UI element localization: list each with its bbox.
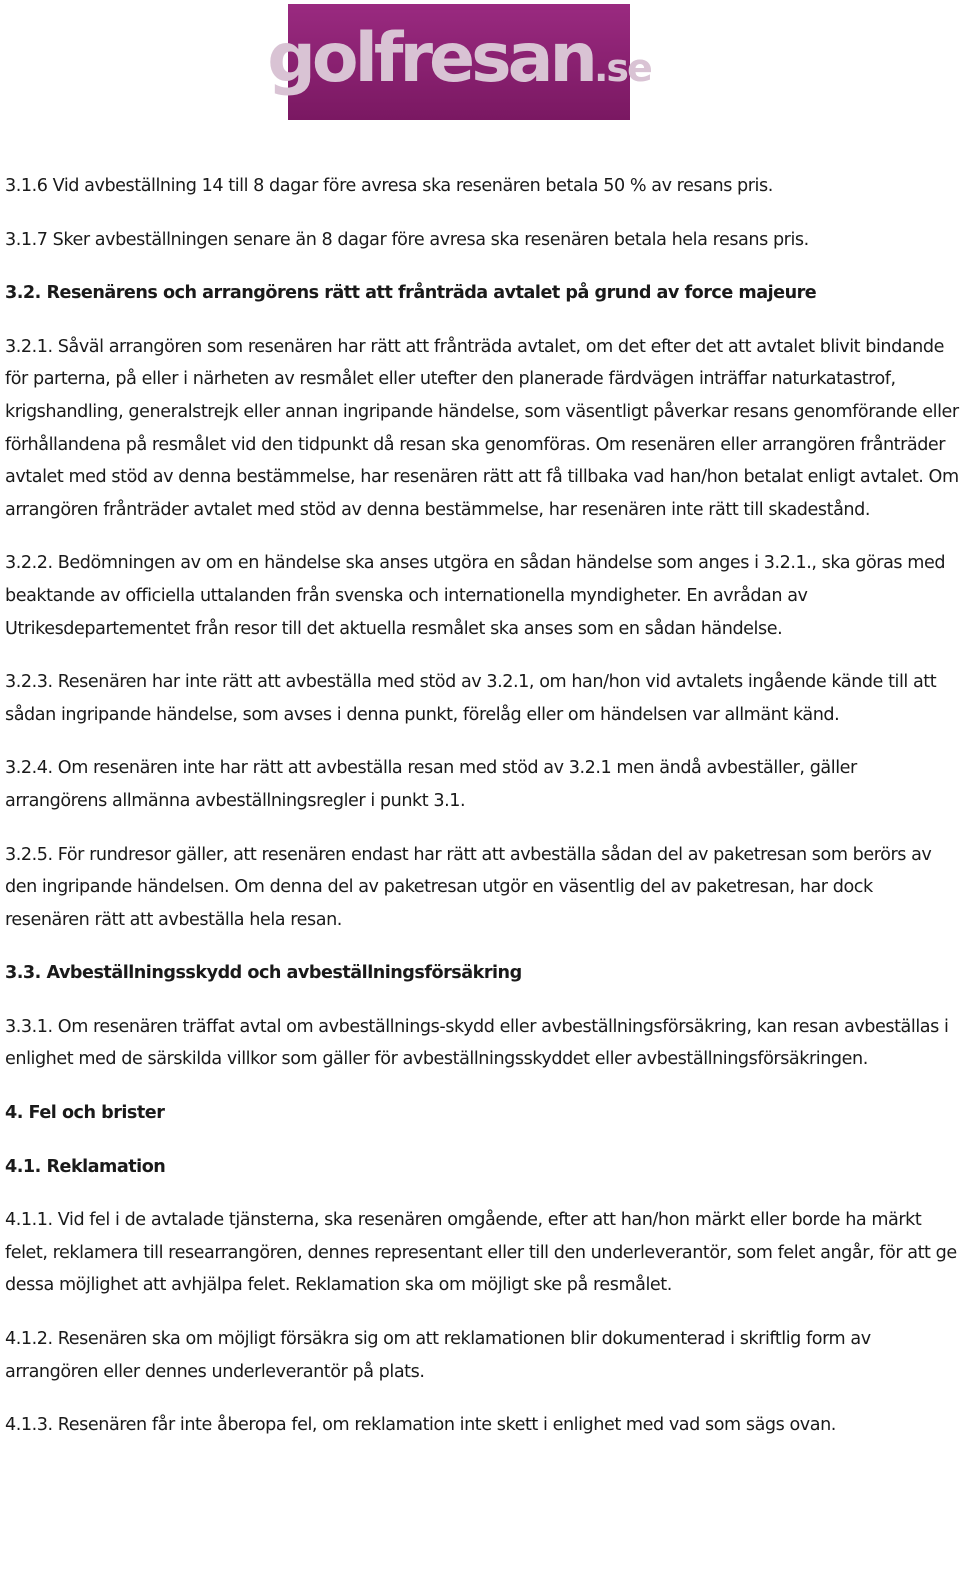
- paragraph: 3.1.6 Vid avbeställning 14 till 8 dagar före avresa ska resenären betala 50 % av resans pris.: [5, 176, 773, 196]
- paragraph: 4.1.3. Resenären får inte åberopa fel, om reklamation inte skett i enlighet med vad som sägs ovan.: [5, 1415, 836, 1436]
- golfresan-logo: [267, 4, 651, 120]
- section-heading: 4.1. Reklamation: [5, 1156, 166, 1177]
- document-body: [5, 170, 960, 1463]
- paragraph: 3.2.1. Såväl arrangören som resenären har rätt att frånträda avtalet, om det efter det att avtalet blivit bindande för parterna, på eller i närheten av resmålet eller utefter den planerade färdvägen inträffar naturkatastrof, krigshandling, generalstrejk eller annan ingripande händelse, som väsentligt påverkar resans genomförande eller förhållandena på resmålet vid den tidpunkt då resan ska genomföras. Om resenären eller arrangören frånträder avtalet med stöd av denna bestämmelse, har resenären rätt att få tillbaka vad han/hon betalat enligt avtalet. Om arrangören frånträder avtalet med stöd av denna bestämmelse, har resenären inte rätt till skadestånd.: [5, 336, 959, 520]
- paragraph: 3.2.5. För rundresor gäller, att resenären endast har rätt att avbeställa sådan del av paketresan som berörs av den ingripande händelsen. Om denna del av paketresan utgör en väsentlig del av paketresan, har dock resenären rätt att avbeställa hela resan.: [5, 844, 932, 930]
- logo-suffix: .se: [593, 46, 651, 90]
- paragraph: 3.2.3. Resenären har inte rätt att avbeställa med stöd av 3.2.1, om han/hon vid avtalets ingående kände till att sådan ingripande händelse, som avses i denna punkt, förelåg eller om händelsen var allmänt känd.: [5, 672, 937, 725]
- logo-brand: golfresan: [267, 19, 594, 98]
- paragraph: 3.2.4. Om resenären inte har rätt att avbeställa resan med stöd av 3.2.1 men ändå avbeställer, gäller arrangörens allmänna avbeställningsregler i punkt 3.1.: [5, 758, 857, 811]
- paragraph: 3.2.2. Bedömningen av om en händelse ska anses utgöra en sådan händelse som anges i 3.2.1., ska göras med beaktande av officiella uttalanden från svenska och internationella myndigheter. En avrådan av Utrikesdepartementet från resor till det aktuella resmålet ska anses som en sådan händelse.: [5, 553, 946, 639]
- paragraph: 3.1.7 Sker avbeställningen senare än 8 dagar före avresa ska resenären betala hela resans pris.: [5, 229, 809, 250]
- paragraph: 3.3.1. Om resenären träffat avtal om avbeställnings-skydd eller avbeställningsförsäkring, kan resan avbeställas i enlighet med de särskilda villkor som gäller för avbeställningsskyddet eller avbeställningsförsäkringen.: [5, 1016, 949, 1070]
- paragraph: 4.1.1. Vid fel i de avtalade tjänsterna, ska resenären omgående, efter att han/hon märkt eller borde ha märkt felet, reklamera till researrangören, dennes representant eller till den underleverantör, som felet angår, för att ge dessa möjlighet att avhjälpa felet. Reklamation ska om möjligt ske på resmålet.: [5, 1210, 957, 1296]
- logo-wordmark: [267, 19, 651, 98]
- paragraph: 4.1.2. Resenären ska om möjligt försäkra sig om att reklamationen blir dokumenterad i skriftlig form av arrangören eller dennes underleverantör på plats.: [5, 1329, 871, 1382]
- section-heading: 3.2. Resenärens och arrangörens rätt att frånträda avtalet på grund av force majeure: [5, 283, 817, 304]
- section-heading: 3.3. Avbeställningsskydd och avbeställningsförsäkring: [5, 963, 522, 984]
- section-heading: 4. Fel och brister: [5, 1103, 165, 1124]
